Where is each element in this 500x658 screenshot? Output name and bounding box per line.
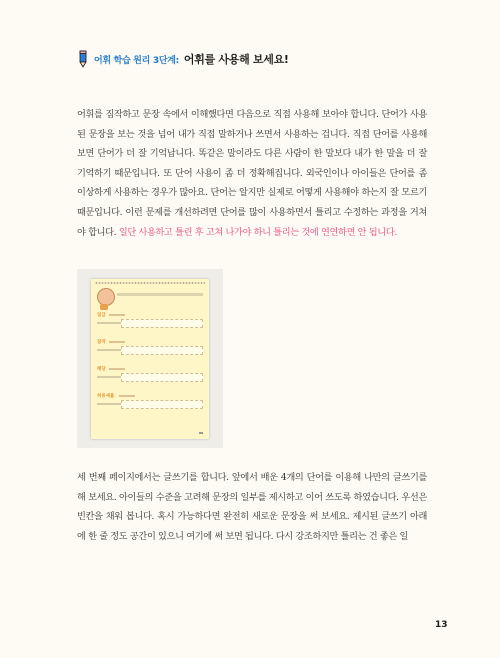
worksheet-section-title: 일급	[97, 313, 106, 318]
section-example	[97, 349, 121, 351]
body-paragraph-1	[77, 105, 427, 242]
section-note	[109, 314, 125, 316]
spiral-binding	[95, 281, 205, 285]
section-note	[109, 341, 125, 343]
worksheet-section-title: 참작	[97, 340, 106, 345]
highlighted-sentence: 일단 사용하고 틀린 후 고쳐 나가야 하니 틀리는 것에 연연하면 안 됩니다.	[118, 226, 397, 238]
answer-box	[121, 373, 203, 382]
section-example	[97, 376, 121, 378]
section-note	[109, 368, 125, 370]
section-example	[97, 322, 121, 324]
section-note	[119, 395, 135, 397]
instruction-line	[117, 293, 203, 296]
section-example	[97, 403, 121, 405]
header-step-label: 어휘 학습 원리 3단계:	[94, 55, 179, 66]
worksheet-section-title: 해당	[97, 367, 106, 372]
worksheet-section-title: 허용세율	[97, 394, 115, 399]
worksheet-page	[91, 279, 209, 439]
answer-box	[121, 319, 203, 328]
worksheet-page-number	[199, 432, 203, 434]
body-paragraph-2	[77, 468, 427, 546]
worksheet-figure	[77, 269, 223, 448]
header-title: 어휘를 사용해 보세요!	[183, 53, 289, 66]
paragraph-1-text: 어휘를 짐작하고 문장 속에서 이해했다면 다음으로 직접 사용해 보아야 합니다. 단어가 사용된 문장을 보는 것을 넘어 내가 직접 말하거나 쓰면서 사용하는 겁니다. 직접 단어를 사용해 보면 단어가 더 잘 기억납니다. 똑같은 말이라도 다른 사람이 한 말보다 내가 한 말을 더 잘 기억하기 때문입니다. 또 단어 사용이 좀 더 정확해집니다. 외국인이나 아이들은 단어를 좀 이상하게 사용하는 경우가 많아요. 단어는 알지만 실제로 어떻게 사용해야 하는지 잘 모르기 때문입니다. 이런 문제를 개선하려면 단어를 많이 사용하면서 틀리고 수정하는 과정을 거쳐야 합니다.	[77, 109, 427, 238]
answer-box	[121, 346, 203, 355]
pencil-icon	[77, 50, 89, 68]
character-tag	[100, 304, 108, 310]
answer-box	[121, 400, 203, 409]
paragraph-2-text: 세 번째 페이지에서는 글쓰기를 합니다. 앞에서 배운 4개의 단어를 이용해 나만의 글쓰기를 해 보세요. 아이들의 수준을 고려해 문장의 일부를 제시하고 이어 쓰도록 하였습니다. 우선은 빈칸을 채워 봅니다. 혹시 가능하다면 완전히 새로운 문장을 써 보세요. 제시된 글쓰기 아래에 한 줄 정도 공간이 있으니 여기에 써 보면 됩니다. 다시 강조하지만 틀리는 건 좋은 일	[77, 472, 427, 542]
section-header	[77, 49, 289, 69]
page-number: 13	[435, 620, 448, 630]
